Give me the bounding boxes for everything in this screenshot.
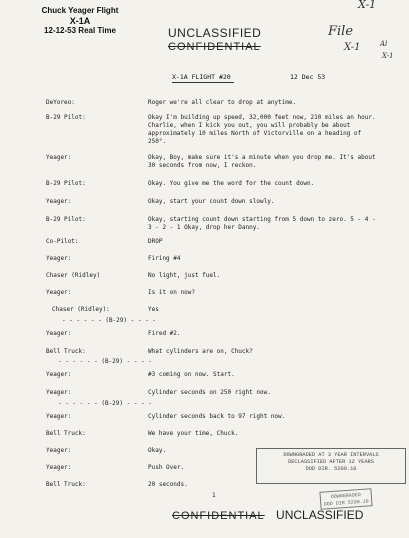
speech-text: Cylinder seconds back to 97 right now. [148,413,286,420]
speech-text: Okay, starting count down starting from 5 down to zero. 5 - 4 - 3 - 2 - 1 Okay, drop her Danny. [148,216,376,231]
speaker-label: Chaser (Ridley): [52,306,110,313]
speech-text: Okay. [148,447,167,454]
handwritten-x1-top: X-1 [358,0,377,11]
speech-text: No light, just fuel. [148,272,221,279]
speaker-label: Yeager: [46,389,72,396]
speaker-label: Yeager: [46,198,72,205]
page-number: 1 [212,492,216,499]
speaker-label: Yeager: [46,289,72,296]
handwritten-file: File [328,24,354,39]
classification-stamp-top [168,26,261,54]
downgrade-line-1: DOWNGRADED AT 3 YEAR INTERVALS [283,452,379,458]
speaker-label: B-29 Pilot: [46,216,86,223]
speaker-label: Yeager: [46,255,72,262]
speaker-label: Bell Truck: [46,348,86,355]
header-line-1: Chuck Yeager Flight [41,6,119,15]
speech-text: Fired #2. [148,330,181,337]
speaker-label: Yeager: [46,371,72,378]
small-stamp-line-1: DOWNGRADED [330,491,361,501]
speech-text: 20 seconds. [148,481,188,488]
confidential-label-struck: CONFIDENTIAL [172,510,265,522]
speaker-label: Bell Truck: [46,430,86,437]
small-stamp [319,488,372,510]
speaker-label: Bell Truck: [46,481,86,488]
speech-text: Yes [148,306,159,313]
speaker-label: Yeager: [46,447,72,454]
downgrade-line-2: DECLASSIFIED AFTER 12 YEARS [288,459,374,465]
small-stamp-line-2: DOD DIR 5200.10 [323,498,369,508]
downgrade-stamp [256,448,406,484]
speaker-label: Yeager: [46,154,72,161]
speech-text: Okay I'm building up speed, 32,000 feet now, 210 miles an hour. Charlie, when I kick you out, you will probably be about approximately 10 miles North of Victorville on a heading of 250°. [148,114,376,145]
downgrade-line-3: DOD DIR. 5200.10 [305,466,357,472]
speaker-label: Co-Pilot: [46,238,79,245]
speech-text: DROP [148,238,163,245]
speech-text: What cylinders are on, Chuck? [148,348,253,355]
header-line-3: 12-12-53 Real Time [44,26,116,35]
speaker-label: B-29 Pilot: [46,114,86,121]
handwritten-al: Al [380,40,388,48]
handwritten-x1-mid: X-1 [344,42,361,53]
speaker-label: Yeager: [46,413,72,420]
speech-text: Okay. You give me the word for the count down. [148,180,315,187]
speaker-label: Yeager: [46,330,72,337]
speech-text: Firing #4 [148,255,181,262]
flight-date: 12 Dec 53 [290,73,326,81]
confidential-label-struck: CONFIDENTIAL [168,41,261,53]
title-underline [172,82,234,83]
separator-text: - - - - - - (B-29) - - - - [62,317,156,324]
speaker-label: B-29 Pilot: [46,180,86,187]
flight-title: X-1A FLIGHT #20 [172,73,231,81]
separator-text: - - - - - - (B-29) - - - - [58,400,152,407]
speech-text: #3 coming on now. Start. [148,371,235,378]
header-line-2: X-1A [69,16,91,26]
speech-text: Roger we're all clear to drop at anytime. [148,99,297,106]
handwritten-x1-side: X-1 [382,52,394,60]
speech-text: Is it on now? [148,289,195,296]
classification-stamp-bottom [172,508,363,522]
document-header [30,6,130,36]
speaker-label: Yeager: [46,464,72,471]
speech-text: Push Over. [148,464,185,471]
unclassified-label: UNCLASSIFIED [276,508,364,522]
speech-text: Okay, start your count down slowly. [148,198,275,205]
speaker-label: DeYoreo: [46,99,75,106]
speech-text: We have your time, Chuck. [148,430,239,437]
speech-text: Cylinder seconds on 250 right now. [148,389,271,396]
unclassified-label: UNCLASSIFIED [168,26,262,40]
speaker-label: Chaser (Ridley) [46,272,101,279]
separator-text: - - - - - - (B-29) - - - - [58,358,152,365]
speech-text: Okay, Boy, make sure it's a minute when you drop me. It's about 30 seconds from now, I reckon. [148,154,376,169]
